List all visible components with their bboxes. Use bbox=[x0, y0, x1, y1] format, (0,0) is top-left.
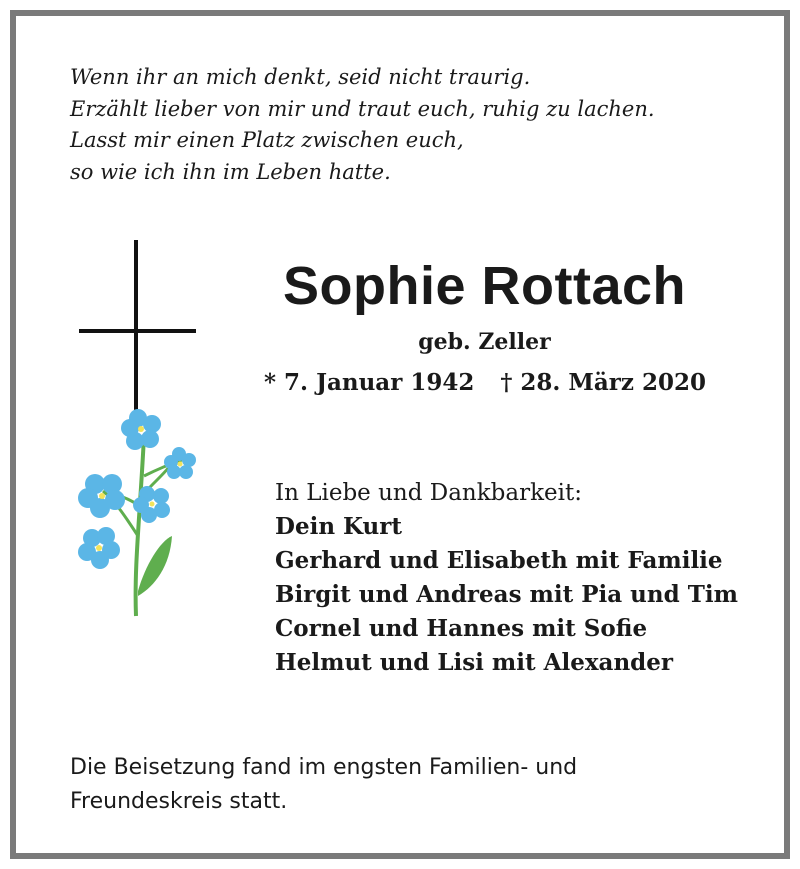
birth-date: * 7. Januar 1942 bbox=[264, 369, 475, 396]
cross-icon bbox=[79, 240, 196, 420]
life-dates bbox=[240, 369, 730, 396]
cross-with-flowers bbox=[70, 236, 210, 626]
mourners-list bbox=[275, 476, 738, 680]
death-date: † 28. März 2020 bbox=[500, 369, 706, 396]
mourner-name: Cornel und Hannes mit Sofie bbox=[275, 615, 648, 642]
burial-notice bbox=[70, 751, 577, 819]
memorial-poem bbox=[70, 62, 655, 188]
mourner-name: Gerhard und Elisabeth mit Familie bbox=[275, 547, 723, 574]
deceased-name: Sophie Rottach bbox=[282, 256, 686, 316]
notice-line: Die Beisetzung fand im engsten Familien- und bbox=[70, 755, 578, 780]
poem-line: Lasst mir einen Platz zwischen euch, bbox=[70, 128, 464, 152]
poem-line: Erzählt lieber von mir und traut euch, ruhig zu lachen. bbox=[70, 96, 655, 121]
forget-me-not-flower-icon bbox=[78, 409, 196, 616]
poem-line: Wenn ihr an mich denkt, seid nicht traurig. bbox=[70, 65, 531, 89]
mourner-name: Birgit und Andreas mit Pia und Tim bbox=[275, 581, 738, 608]
mourner-name: Dein Kurt bbox=[275, 513, 402, 540]
notice-line: Freundeskreis statt. bbox=[70, 789, 288, 814]
mourner-name: Helmut und Lisi mit Alexander bbox=[275, 649, 674, 676]
poem-line: so wie ich ihn im Leben hatte. bbox=[70, 159, 391, 184]
mourners-intro: In Liebe und Dankbarkeit: bbox=[275, 480, 582, 506]
maiden-name: geb. Zeller bbox=[418, 329, 551, 355]
